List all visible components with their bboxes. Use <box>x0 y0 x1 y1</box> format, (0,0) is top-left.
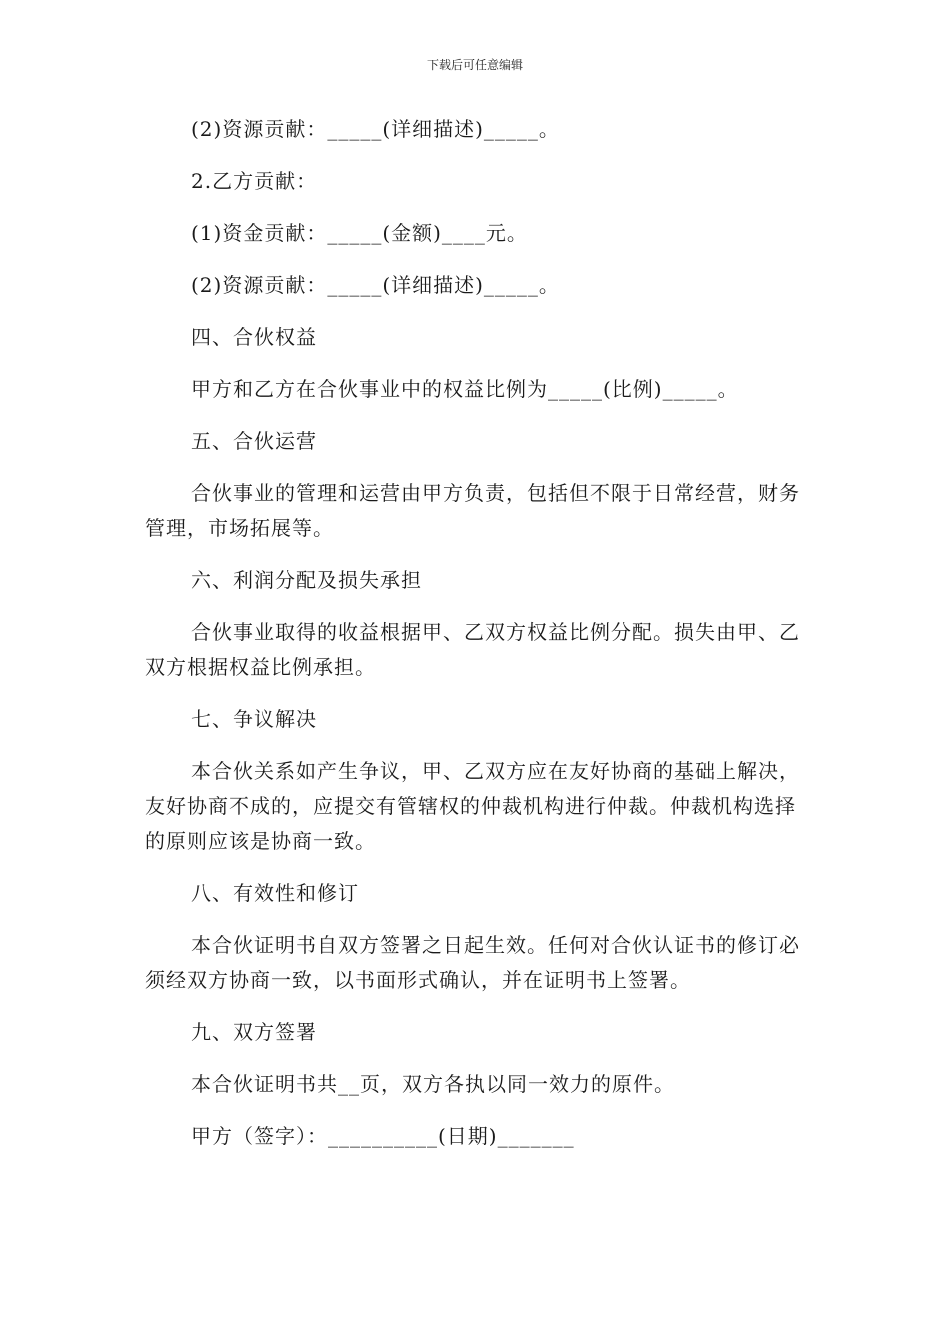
page-header: 下载后可任意编辑 <box>426 58 523 72</box>
paragraph-dispute: 本合伙关系如产生争议，甲、乙双方应在友好协商的基础上解决，友好协商不成的，应提交有管辖权的仲裁机构进行仲裁。仲裁机构选择的原则应该是协商一致。 <box>145 759 800 853</box>
section-heading-operation: 五、合伙运营 <box>191 429 317 453</box>
paragraph-operation: 合伙事业的管理和运营由甲方负责，包括但不限于日常经营，财务管理，市场拓展等。 <box>145 481 800 540</box>
paragraph-party-b-contribution: 2.乙方贡献： <box>191 169 318 193</box>
section-heading-profit: 六、利润分配及损失承担 <box>191 568 422 592</box>
section-heading-signature: 九、双方签署 <box>191 1020 317 1044</box>
paragraph-resource-contribution-a: (2)资源贡献：_____(详细描述)_____。 <box>191 117 560 141</box>
section-heading-rights: 四、合伙权益 <box>191 325 317 349</box>
section-heading-dispute: 七、争议解决 <box>191 707 317 731</box>
paragraph-profit: 合伙事业取得的收益根据甲、乙双方权益比例分配。损失由甲、乙双方根据权益比例承担。 <box>145 620 800 679</box>
signature-line-party-a: 甲方（签字）：__________(日期)_______ <box>191 1124 575 1148</box>
paragraph-capital-contribution-b: (1)资金贡献：_____(金额)____元。 <box>191 221 528 245</box>
paragraph-resource-contribution-b: (2)资源贡献：_____(详细描述)_____。 <box>191 273 560 297</box>
paragraph-validity: 本合伙证明书自双方签署之日起生效。任何对合伙认证书的修订必须经双方协商一致，以书面形式确认，并在证明书上签署。 <box>145 933 800 992</box>
paragraph-rights-ratio: 甲方和乙方在合伙事业中的权益比例为_____(比例)_____。 <box>191 377 739 401</box>
document-body <box>145 112 805 1154</box>
paragraph-copies: 本合伙证明书共__页，双方各执以同一效力的原件。 <box>191 1072 675 1096</box>
section-heading-validity: 八、有效性和修订 <box>191 881 359 905</box>
